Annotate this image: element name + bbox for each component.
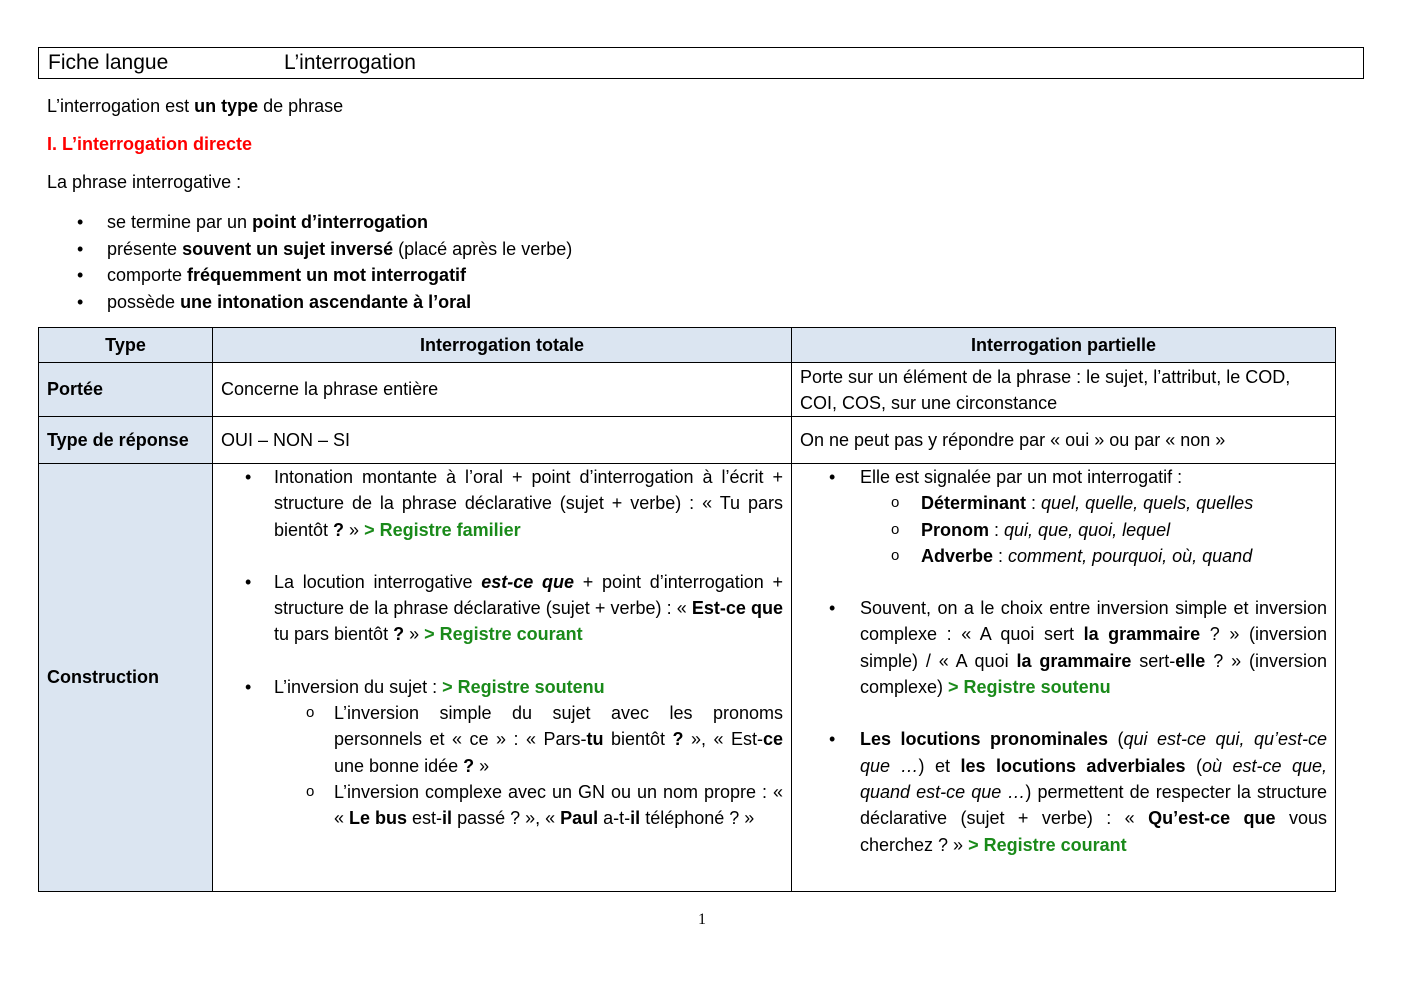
cell-construction-totale — [213, 464, 792, 892]
interrogation-table — [38, 327, 1336, 892]
header-partielle: Interrogation partielle — [792, 328, 1336, 363]
row-label-portee: Portée — [39, 363, 213, 417]
cell-reponse-partielle: On ne peut pas y répondre par « oui » ou par « non » — [792, 417, 1336, 464]
section-title: I. L’interrogation directe — [47, 134, 253, 154]
row-label-reponse: Type de réponse — [39, 417, 213, 464]
construction-item: • Intonation montante à l’oral + point d’interrogation à l’écrit + structure de la phrase déclarative (sujet + verbe) : « Tu pars bientôt ? » > Registre familier — [245, 467, 783, 540]
characteristics-list — [47, 209, 572, 315]
cell-reponse-totale: OUI – NON – SI — [213, 417, 792, 464]
table-header-row — [39, 328, 1336, 363]
page-number: 1 — [698, 911, 706, 928]
subject-label: Fiche langue — [48, 51, 169, 74]
phrase-label: La phrase interrogative : — [47, 172, 242, 192]
construction-item: • La locution interrogative est-ce que + point d’interrogation + structure de la phrase déclarative (sujet + verbe) : « Est-ce que tu pars bientôt ? » > Registre courant — [245, 571, 783, 645]
construction-item: • Souvent, on a le choix entre inversion simple et inversion complexe : « A quoi sert la grammaire ? » (inversion simple) / « A quoi la grammaire sert-elle ? » (inversion complexe) > Registre soutenu — [829, 598, 1327, 698]
cell-portee-totale: Concerne la phrase entière — [213, 363, 792, 417]
construction-item: • L’inversion du sujet : > Registre soutenu — [245, 676, 605, 697]
header-type: Type — [39, 328, 213, 363]
title-box — [38, 47, 1364, 79]
table-row — [39, 363, 1336, 417]
cell-construction-partielle — [792, 464, 1336, 892]
construction-item: • Elle est signalée par un mot interrogatif : — [829, 467, 1183, 487]
cell-portee-partielle: Porte sur un élément de la phrase : le sujet, l’attribut, le COD, COI, COS, sur une circonstance — [792, 363, 1336, 417]
row-label-construction: Construction — [39, 464, 213, 892]
list-item: • possède une intonation ascendante à l’oral — [47, 289, 572, 316]
topic-title: L’interrogation — [284, 51, 416, 74]
sub-item: o Adverbe : comment, pourquoi, où, quand — [891, 545, 1253, 566]
sub-item: o L’inversion complexe avec un GN ou un nom propre : « « Le bus est-il passé ? », « Paul a-t-il téléphoné ? » — [306, 781, 783, 829]
intro-sentence: L’interrogation est un type de phrase — [47, 96, 344, 116]
list-item: • présente souvent un sujet inversé (placé après le verbe) — [47, 236, 572, 263]
header-totale: Interrogation totale — [213, 328, 792, 363]
list-item: • se termine par un point d’interrogation — [47, 209, 572, 236]
sub-item: o Pronom : qui, que, quoi, lequel — [891, 519, 1171, 540]
table-row — [39, 417, 1336, 464]
table-row — [39, 464, 1336, 892]
construction-item: • Les locutions pronominales (qui est-ce qui, qu’est-ce que …) et les locutions adverbiales (où est-ce que, quand est-ce que …) permettent de respecter la structure déclarative (sujet + verbe) : « Qu’est-ce que vous cherchez ? » > Registre courant — [829, 729, 1327, 855]
list-item: • comporte fréquemment un mot interrogatif — [47, 262, 572, 289]
sub-item: o L’inversion simple du sujet avec les pronoms personnels et « ce » : « Pars-tu bientôt ? », « Est-ce une bonne idée ? » — [306, 703, 784, 776]
sub-item: o Déterminant : quel, quelle, quels, quelles — [891, 493, 1254, 514]
